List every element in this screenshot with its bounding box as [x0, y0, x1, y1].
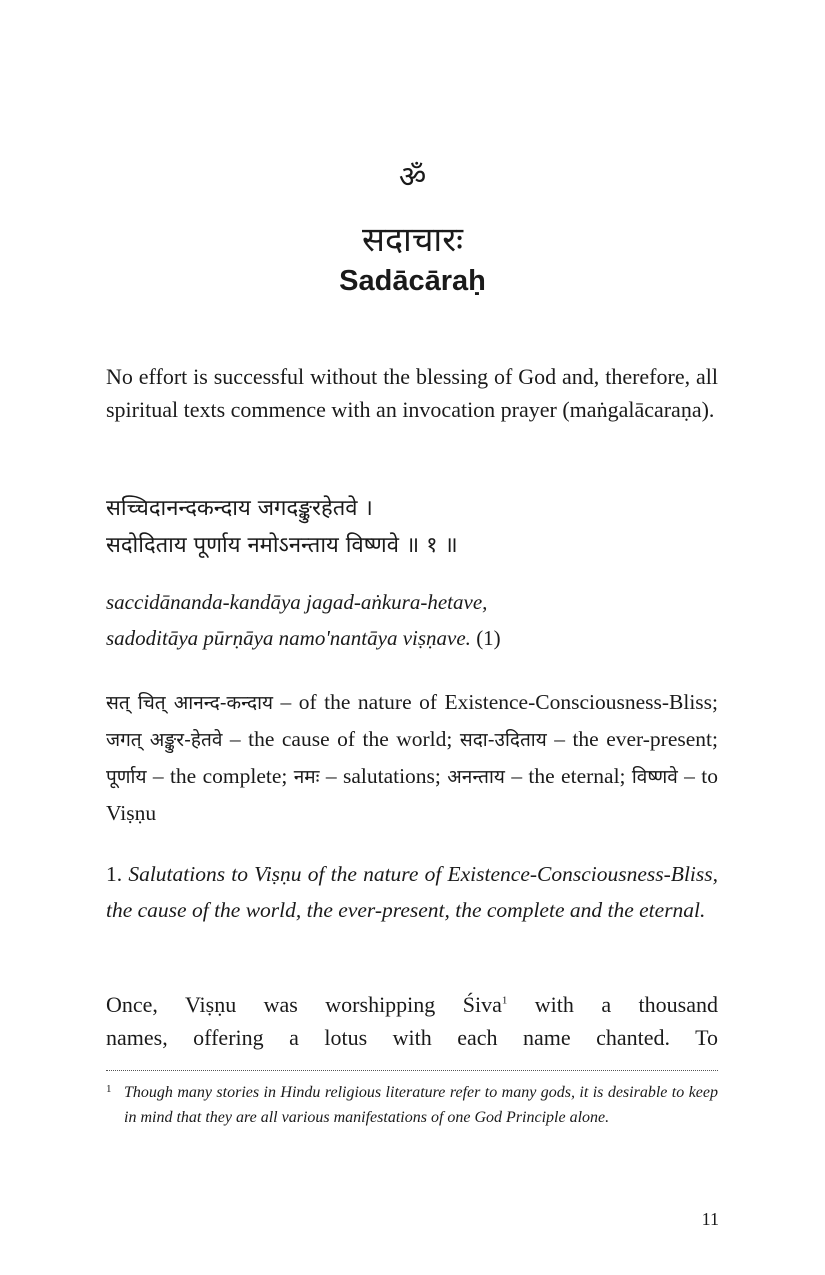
footnote-reference[interactable]: 1: [501, 994, 508, 1007]
transliteration-line-1: saccidānanda-kandāya jagad-aṅkura-hetave,: [106, 590, 488, 614]
narrative-line-2: names, offering a lotus with each name chanted. To: [106, 1025, 718, 1050]
footnote: [106, 1080, 718, 1130]
verse-line-2: सदोदिताय पूर्णाय नमोऽनन्ताय विष्णवे ॥ १ ॥: [106, 533, 458, 558]
word-meanings: [106, 684, 718, 831]
chapter-title-latin: Sadācāraḥ: [339, 265, 486, 297]
footnote-mark: 1: [106, 1083, 112, 1095]
translation-text: Salutations to Viṣṇu of the nature of Existence-Consciousness-Bliss, the cause of the world, the ever-present, the complete and the eternal.: [106, 862, 718, 922]
intro-paragraph: No effort is successful without the blessing of God and, therefore, all spiritual texts commence with an invocation prayer (maṅgalācaraṇa).: [106, 364, 718, 422]
sanskrit-verse: [106, 490, 718, 564]
gloss-term: नमः: [293, 766, 320, 788]
gloss-meaning: – to Viṣṇu: [106, 764, 718, 825]
gloss-meaning: – the complete;: [146, 764, 294, 788]
footnote-text: Though many stories in Hindu religious literature refer to many gods, it is desirable to keep in mind that they are all various manifestations of one God Principle alone.: [124, 1084, 718, 1126]
narrative-line-1-after: with a thousand: [507, 992, 718, 1017]
gloss-term: सत् चित् आनन्द-कन्दाय: [106, 692, 274, 714]
verse-translation: [106, 856, 718, 928]
verse-line-1: सच्चिदानन्दकन्दाय जगदङ्कुरहेतवे ।: [106, 496, 373, 521]
narrative-line-1: [106, 988, 718, 1021]
translation-number: 1.: [106, 862, 123, 886]
gloss-term: अनन्ताय: [447, 766, 505, 788]
page-number: 11: [701, 1209, 719, 1229]
gloss-term: विष्णवे: [631, 766, 678, 788]
verse-transliteration: [106, 584, 718, 656]
om-symbol: ॐ: [398, 160, 427, 195]
transliteration-line-2: [106, 620, 718, 656]
footnote-divider: [106, 1070, 718, 1071]
transliteration-line-2-text: sadoditāya pūrṇāya namo'nantāya viṣṇave.: [106, 626, 471, 650]
gloss-term: जगत् अङ्कुर-हेतवे: [106, 729, 223, 751]
gloss-meaning: – the ever-present;: [546, 727, 718, 751]
narrative-paragraph: [106, 988, 718, 1054]
gloss-meaning: – salutations;: [319, 764, 448, 788]
gloss-meaning: – the eternal;: [504, 764, 632, 788]
gloss-meaning: – of the nature of Existence-Consciousness-Bliss;: [273, 690, 719, 714]
gloss-term: पूर्णाय: [106, 766, 147, 788]
narrative-line-1-before: Once, Viṣṇu was worshipping Śiva: [106, 992, 502, 1017]
gloss-meaning: – the cause of the world;: [222, 727, 460, 751]
chapter-title-devanagari: सदाचारः: [361, 220, 463, 260]
gloss-term: सदा-उदिताय: [459, 729, 547, 751]
verse-number: (1): [476, 626, 501, 650]
